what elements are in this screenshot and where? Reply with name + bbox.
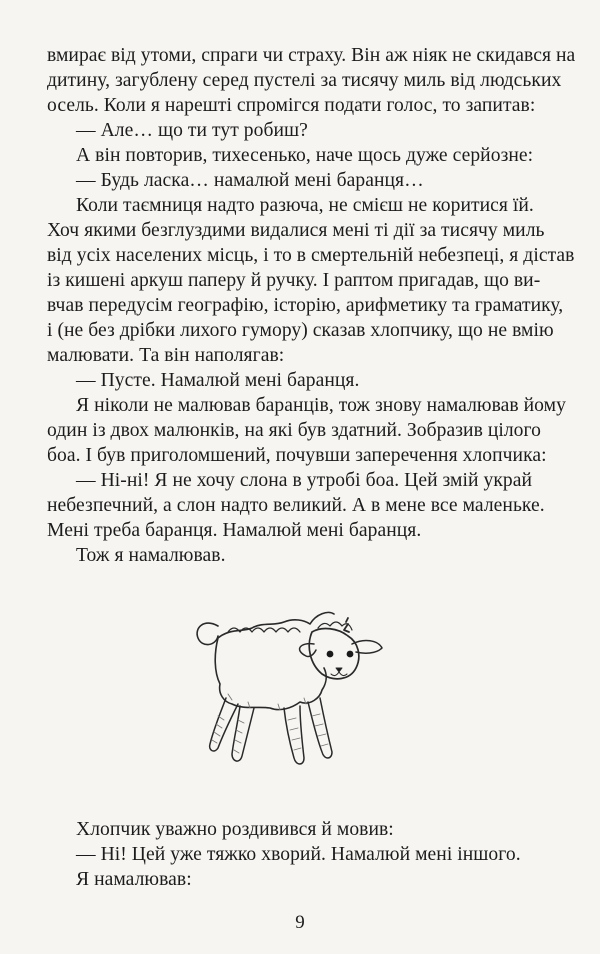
dialogue-line: — Пусте. Намалюй мені баранця. (76, 370, 360, 391)
text-line: вмирає від утоми, спраги чи страху. Він аж ніяк не скидався на (47, 45, 576, 66)
dialogue-line: — Будь ласка… намалюй мені баранця… (76, 170, 424, 191)
text-line: небезпечний, а слон надто великий. А в мене все маленьке. (47, 495, 545, 516)
text-line: Хлопчик уважно роздивився й мовив: (76, 819, 394, 840)
text-line: Хоч якими безглуздими видалися мені ті дії за тисячу миль (47, 220, 545, 241)
text-line: вчав передусім географію, історію, арифметику та граматику, (47, 295, 564, 316)
dialogue-line: — Ні-ні! Я не хочу слона в утробі боа. Цей змій украй (76, 470, 533, 491)
text-line: осель. Коли я нарешті спромігся подати голос, то запитав: (47, 95, 536, 116)
text-line: із кишені аркуш паперу й ручку. І раптом пригадав, що ви- (47, 270, 541, 291)
text-line: Я ніколи не малював баранців, тож знову намалював йому (76, 395, 566, 416)
dialogue-line: — Ні! Цей уже тяжко хворий. Намалюй мені іншого. (76, 844, 521, 865)
text-line: і (не без дрібки лихого гумору) сказав хлопчику, що не вмію (47, 320, 554, 341)
text-line: А він повторив, тихесенько, наче щось дуже серйозне: (76, 145, 534, 166)
text-line: Мені треба баранця. Намалюй мені баранця. (47, 520, 422, 541)
text-line: малювати. Та він наполягав: (47, 345, 285, 366)
text-line: дитину, загублену серед пустелі за тисячу миль від людських (47, 70, 562, 91)
text-line: боа. І був приголомшений, почувши заперечення хлопчика: (47, 445, 547, 466)
text-line: один із двох малюнків, на які був здатний. Зобразив цілого (47, 420, 541, 441)
sheep-illustration (188, 598, 414, 783)
text-line: Тож я намалював. (76, 545, 226, 566)
dialogue-line: — Але… що ти тут робиш? (76, 120, 308, 141)
text-line: Я намалював: (76, 869, 192, 890)
text-line: від усіх населених місць, і то в смертельній небезпеці, я дістав (47, 245, 575, 266)
page-number: 9 (295, 912, 305, 933)
text-line: Коли таємниця надто разюча, не смієш не коритися їй. (76, 195, 534, 216)
